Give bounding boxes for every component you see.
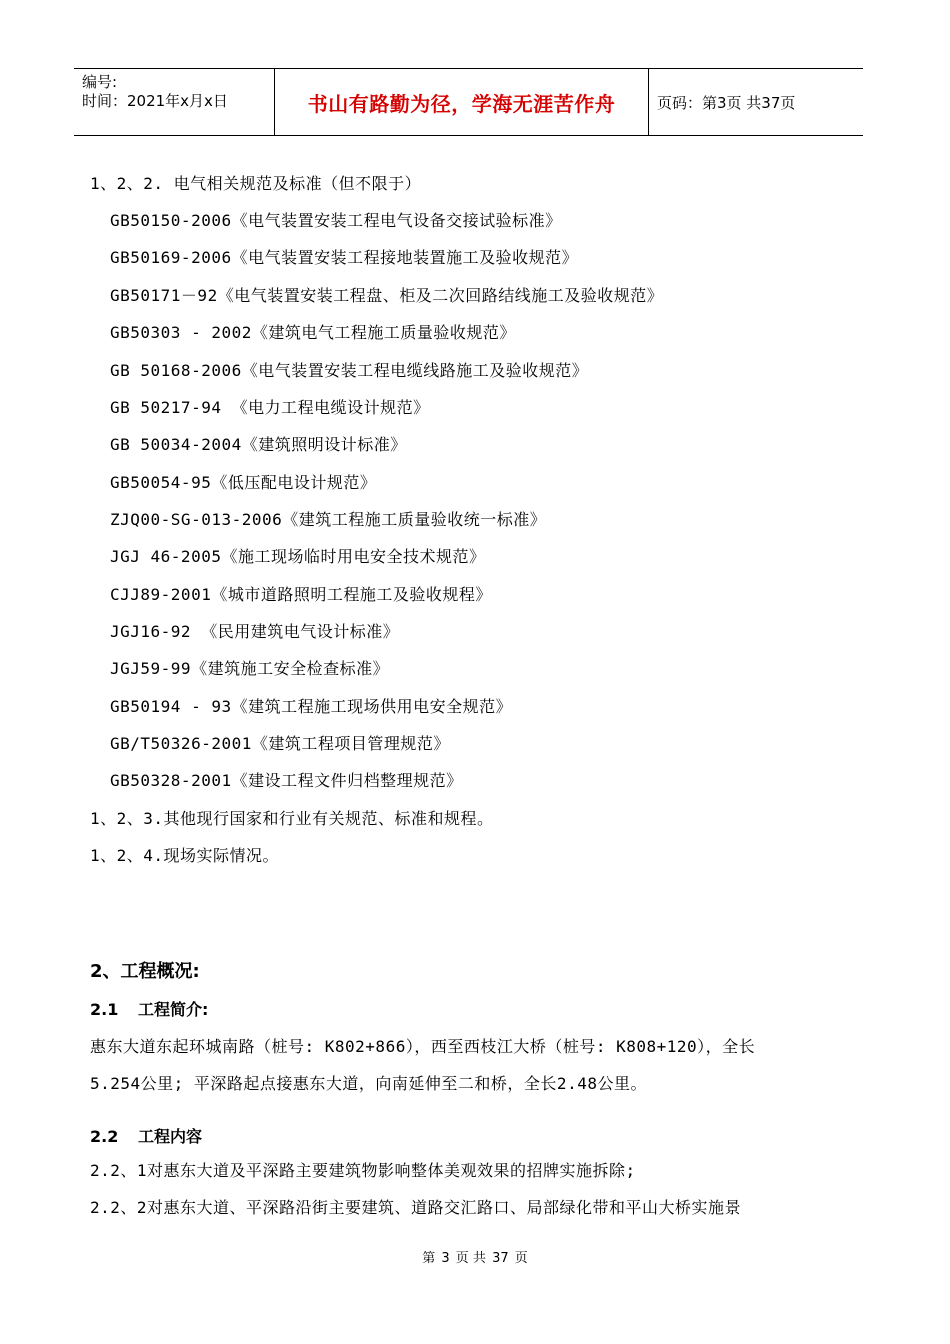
section-1-2-2-title: 1、2、2. 电气相关规范及标准（但不限于） [90,174,422,193]
standard-item: GB 50168-2006《电气装置安装工程电缆线路施工及验收规范》 [110,361,589,380]
section-2-2-number: 2.2 [90,1127,119,1146]
standard-item: JGJ 46-2005《施工现场临时用电安全技术规范》 [110,547,486,566]
standard-item: GB50328-2001《建设工程文件归档整理规范》 [110,771,463,790]
content-paragraph-line: 2.2、1对惠东大道及平深路主要建筑物影响整体美观效果的招牌实施拆除; [90,1161,636,1180]
standard-item: GB 50217-94 《电力工程电缆设计规范》 [110,398,430,417]
footer-prefix: 第 [422,1251,436,1266]
section-2-2-title: 工程内容 [138,1127,203,1146]
intro-paragraph-line: 惠东大道东起环城南路（桩号: K802+866），西至西枝江大桥（桩号: K808+120），全长 [90,1037,756,1056]
intro-paragraph-line: 5.254公里; 平深路起点接惠东大道，向南延伸至二和桥，全长2.48公里。 [90,1074,647,1093]
header-motto: 书山有路勤为径，学海无涯苦作舟 [275,69,649,135]
page-header [74,68,863,136]
page-footer [0,1247,950,1266]
standard-item: GB50169-2006《电气装置安装工程接地装置施工及验收规范》 [110,248,579,267]
standard-item: GB50150-2006《电气装置安装工程电气设备交接试验标准》 [110,211,562,230]
content-paragraph-line: 2.2、2对惠东大道、平深路沿街主要建筑、道路交汇路口、局部绿化带和平山大桥实施景 [90,1198,742,1217]
header-page-label: 页码：第3页 共37页 [657,93,796,112]
header-meta [74,69,275,135]
footer-suffix: 页 [514,1251,528,1266]
standard-item: CJJ89-2001《城市道路照明工程施工及验收规程》 [110,585,492,604]
standard-item: JGJ16-92 《民用建筑电气设计标准》 [110,622,400,641]
standard-item: GB/T50326-2001《建筑工程项目管理规范》 [110,734,450,753]
standard-item: GB50054-95《低压配电设计规范》 [110,473,377,492]
time-label: 时间：2021年x月x日 [82,92,228,110]
footer-page-number: 3 [441,1251,450,1266]
section-2-heading: 2、工程概况: [90,961,200,982]
section-2-1-title: 工程简介: [138,1000,209,1019]
section-2-2-heading [90,1124,202,1147]
standard-item: JGJ59-99《建筑施工安全检查标准》 [110,659,390,678]
section-2-1-number: 2.1 [90,1000,119,1019]
footer-mid: 页 共 [455,1251,486,1266]
section-1-2-3: 1、2、3.其他现行国家和行业有关规范、标准和规程。 [90,809,494,828]
standard-item: GB50171－92《电气装置安装工程盘、柜及二次回路结线施工及验收规范》 [110,286,664,305]
standard-item: GB 50034-2004《建筑照明设计标准》 [110,435,407,454]
section-2-1-heading [90,997,208,1020]
footer-total-pages: 37 [492,1251,509,1266]
code-label: 编号: [82,73,118,91]
standard-item: GB50194 - 93《建筑工程施工现场供用电安全规范》 [110,697,513,716]
standard-item: GB50303 - 2002《建筑电气工程施工质量验收规范》 [110,323,516,342]
section-1-2-4: 1、2、4.现场实际情况。 [90,846,280,865]
standard-item: ZJQ00-SG-013-2006《建筑工程施工质量验收统一标准》 [110,510,547,529]
